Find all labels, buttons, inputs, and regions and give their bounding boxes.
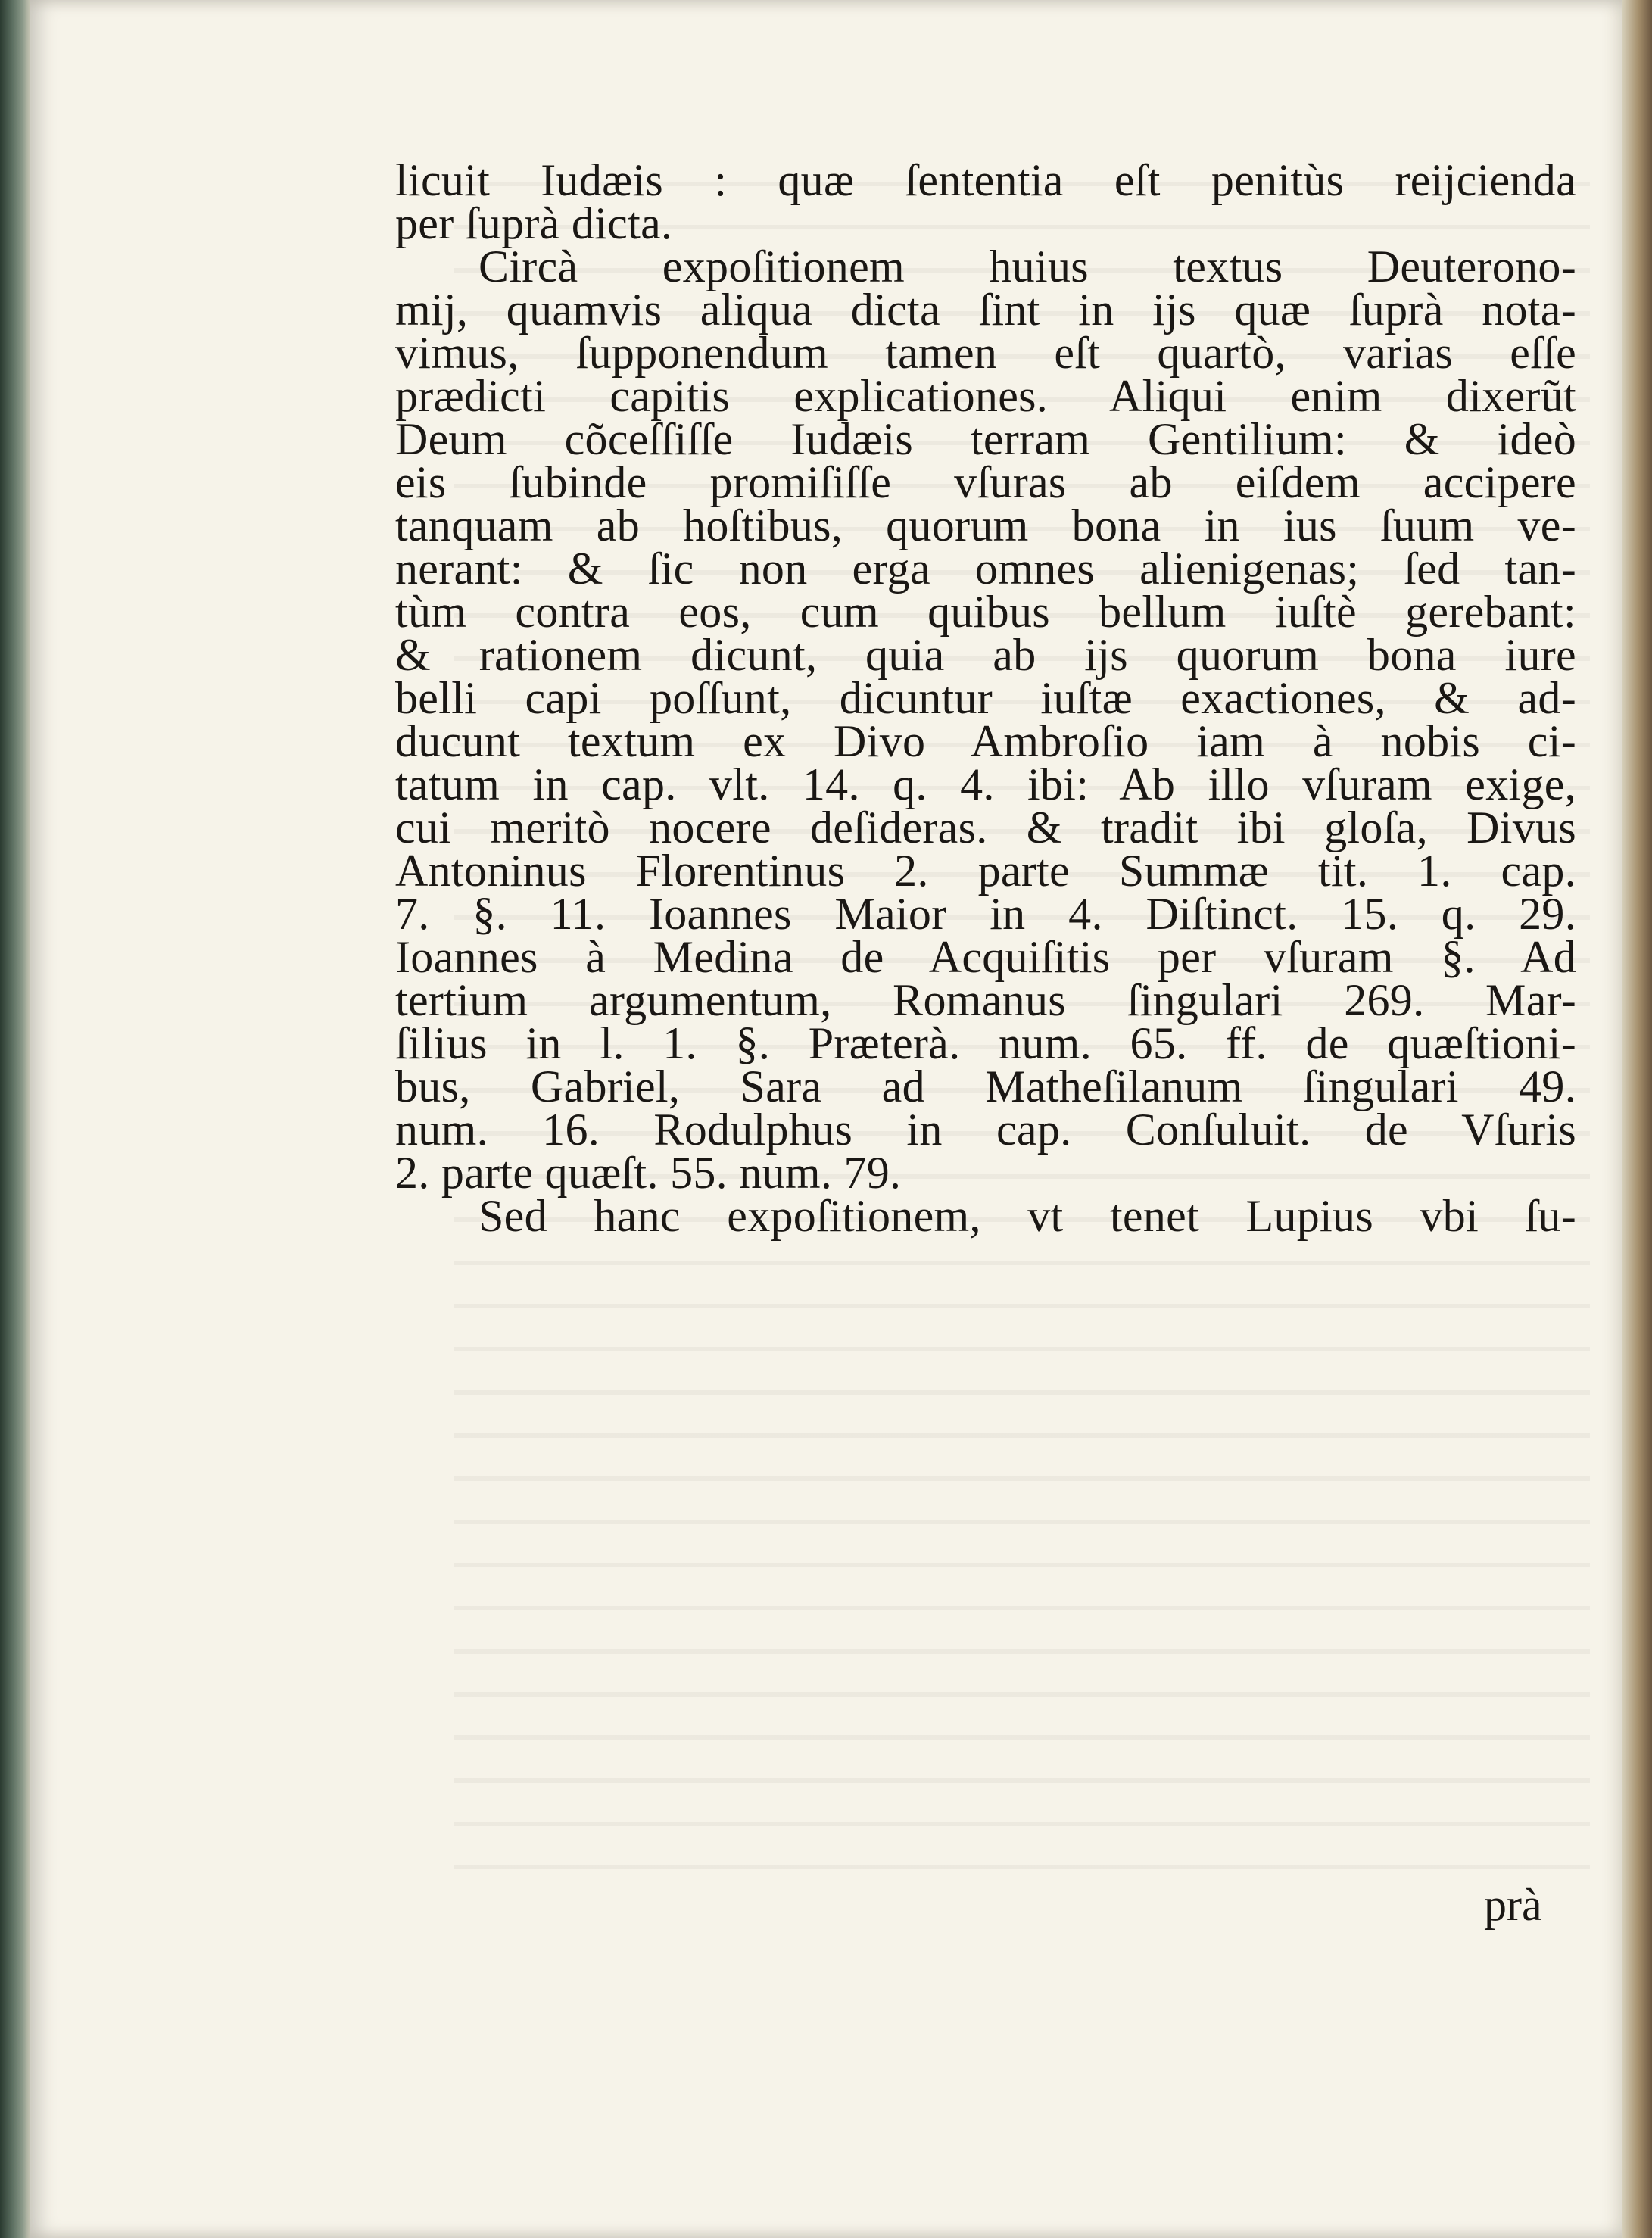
text-line: tatum in cap. vlt. 14. q. 4. ibi: Ab illo vſuram exige, [395,759,1576,809]
text-line: licuit Iudæis : quæ ſententia eſt penitùs reijcienda [395,155,1576,205]
text-line: & rationem dicunt, quia ab ijs quorum bona iure [395,630,1576,680]
text-line: Circà expoſitionem huius textus Deuterono- [478,242,1576,291]
text-line: bus, Gabriel, Sara ad Matheſilanum ſingulari 49. [395,1061,1576,1111]
text-line: tanquam ab hoſtibus, quorum bona in ius ſuum ve- [395,500,1576,550]
text-line: tertium argumentum, Romanus ſingulari 269. Mar- [395,975,1576,1025]
text-line: vimus, ſupponendum tamen eſt quartò, varias eſſe [395,328,1576,378]
text-line: Deum cõceſſiſſe Iudæis terram Gentilium: & ideò [395,414,1576,464]
text-line: Ioannes à Medina de Acquiſitis per vſuram §. Ad [395,932,1576,982]
text-line: cui meritò nocere deſideras. & tradit ibi gloſa, Divus [395,803,1576,852]
book-binding-edge [0,0,30,2238]
text-line: ducunt textum ex Divo Ambroſio iam à nobis ci- [395,716,1576,766]
text-line: num. 16. Rodulphus in cap. Conſuluit. de Vſuris [395,1105,1576,1155]
body-text [395,155,1576,1241]
catchword: prà [1484,1880,1542,1930]
text-line: nerant: & ſic non erga omnes alienigenas; ſed tan- [395,544,1576,594]
text-line: ſilius in l. 1. §. Præterà. num. 65. ff. de quæſtioni- [395,1018,1576,1068]
text-line: prædicti capitis explicationes. Aliqui enim dixerũt [395,371,1576,421]
text-line: per ſuprà dicta. [395,198,673,248]
text-line: 2. parte quæſt. 55. num. 79. [395,1148,902,1198]
page-fore-edge [1622,0,1652,2238]
text-line: Sed hanc expoſitionem, vt tenet Lupius vbi ſu- [478,1191,1576,1241]
text-line: Antoninus Florentinus 2. parte Summæ tit. 1. cap. [395,846,1576,896]
text-line: belli capi poſſunt, dicuntur iuſtæ exactiones, & ad- [395,673,1576,723]
text-line: eis ſubinde promiſiſſe vſuras ab eiſdem accipere [395,457,1576,507]
text-line: mij, quamvis aliqua dicta ſint in ijs quæ ſuprà nota- [395,285,1576,335]
text-line: tùm contra eos, cum quibus bellum iuſtè gerebant: [395,587,1576,637]
text-line: 7. §. 11. Ioannes Maior in 4. Diſtinct. 15. q. 29. [395,889,1576,939]
